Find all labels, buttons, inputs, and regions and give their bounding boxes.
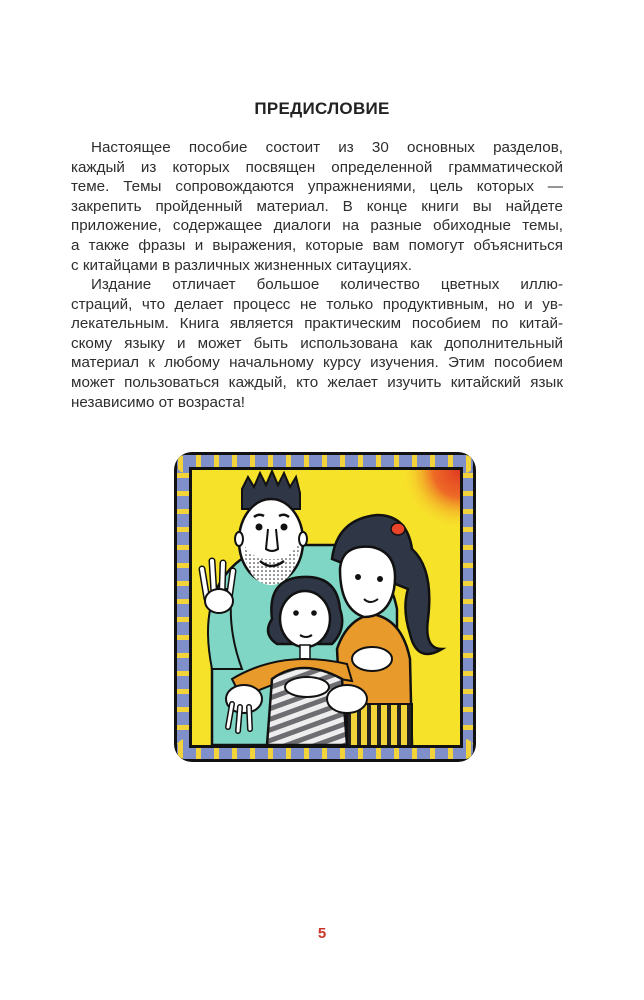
family-illustration (172, 449, 478, 765)
text-line: с китайцами в различных жизненных ситауциях. (71, 256, 413, 274)
text-line: независимо от возраста! (71, 393, 246, 411)
text-line: лекательным. Книга является практическим пособием по китай- (71, 315, 563, 333)
text-line: теме. Темы сопровождаются упражнениями, цель которых — (71, 178, 563, 196)
text-line: приложение, содержащее диалоги на разные обиходные темы, (71, 217, 563, 235)
paragraph-intro (71, 138, 563, 275)
text-line: Издание отличает большое количество цветных иллю- (91, 276, 563, 293)
text-line: может пользоваться каждый, кто желает изучить китайский язык (71, 373, 563, 391)
text-line: закрепить пройденный материал. В конце книги вы найдете (71, 197, 563, 215)
page-number: 5 (317, 925, 327, 942)
paragraph-edition (71, 275, 563, 412)
text-line: страций, что делает процесс не только продуктивным, но и ув- (71, 295, 563, 313)
text-line: Настоящее пособие состоит из 30 основных разделов, (91, 139, 563, 156)
text-line: каждый из которых посвящен определенной грамматической (71, 158, 563, 176)
text-line: скому языку и может быть использована как дополнительный (71, 334, 563, 352)
text-line: материал к любому начальному курсу изучения. Этим пособием (71, 354, 563, 372)
text-line: а также фразы и выражения, которые вам помогут объясниться (71, 236, 563, 254)
page-title: ПРЕДИСЛОВИЕ (254, 99, 390, 118)
